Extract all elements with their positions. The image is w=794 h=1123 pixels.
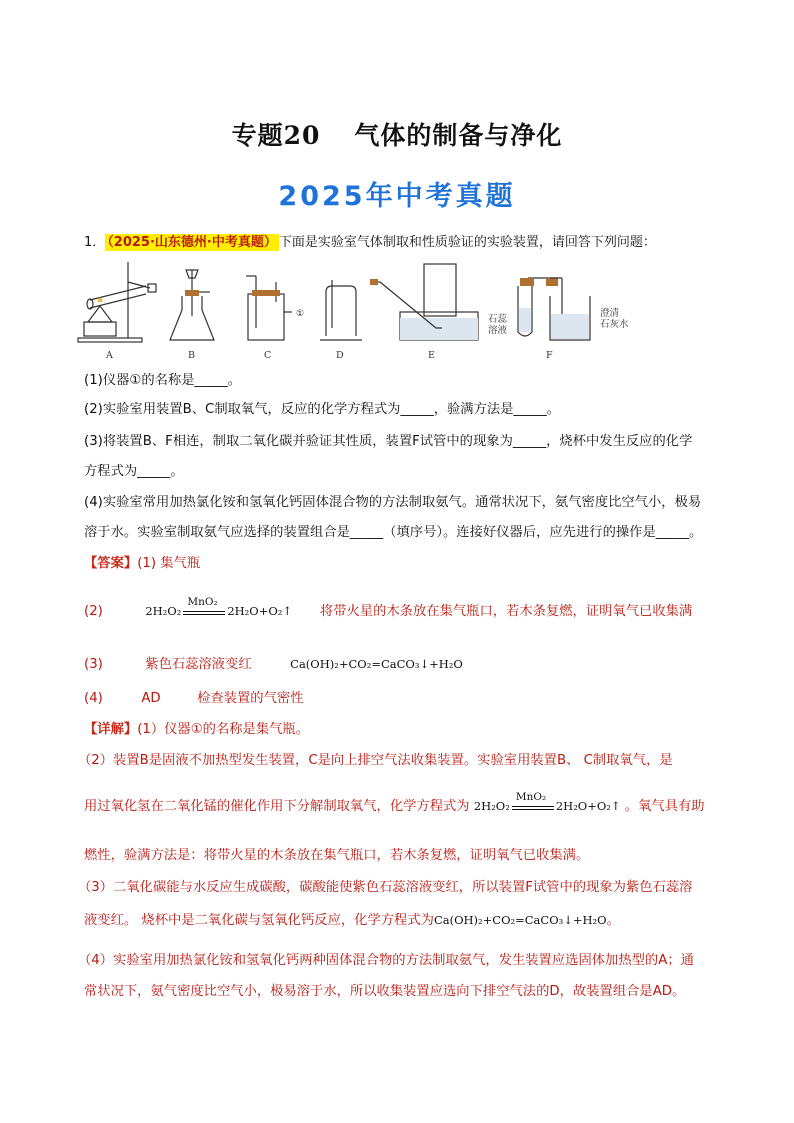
detail-3-line2: 液变红。 烧杯中是二氧化碳与氢氧化钙反应，化学方程式为Ca(OH)₂+CO₂=CaCO₃↓+H₂O。 xyxy=(84,913,620,928)
section-banner-text: 2025年中考真题 xyxy=(278,181,516,212)
label-a: A xyxy=(106,350,113,361)
apparatus-d xyxy=(320,280,362,340)
detail-2-equation: 2H₂O₂ MnO₂ 2H₂O+O₂↑ xyxy=(473,791,621,813)
answer-2-test: 将带火星的木条放在集气瓶口，若木条复燃，证明氧气已收集满 xyxy=(319,604,693,619)
detail-2-line2: 用过氧化氢在二氧化锰的催化作用下分解制取氧气，化学方程式为 2H₂O₂ MnO₂ 2H₂O+O₂↑ 。氧气具有助 xyxy=(84,791,705,814)
detail-line-1: 【详解】(1）仪器①的名称是集气瓶。 xyxy=(84,722,310,737)
answer-line-4: (4) AD 检查装置的气密性 xyxy=(84,691,304,706)
apparatus-e xyxy=(370,264,478,340)
detail-3-line1: （3）二氧化碳能与水反应生成碳酸，碳酸能使紫色石蕊溶液变红，所以装置F试管中的现象为紫色石蕊溶 xyxy=(78,880,693,895)
detail-4-line1: （4）实验室用加热氯化铵和氢氧化钙两种固体混合物的方法制取氨气，发生装置应选固体加热型的A；通 xyxy=(78,953,694,968)
page-title: 专题20 气体的制备与净化 xyxy=(231,121,563,150)
detail-4-line2: 常状况下，氨气密度比空气小，极易溶于水，所以收集装置应选向下排空气法的D，故装置组合是AD。 xyxy=(84,984,686,999)
section-banner xyxy=(0,174,794,213)
answer-4-devices: AD xyxy=(141,691,161,706)
label-d: D xyxy=(336,350,344,361)
question-part-4-line1: (4)实验室常用加热氯化铵和氢氧化钙固体混合物的方法制取氨气。通常状况下，氨气密度比空气小，极易 xyxy=(84,495,702,510)
marker-1: ① xyxy=(296,309,305,319)
source-tag: （2025·山东德州·中考真题） xyxy=(107,235,277,250)
answer-4-operation: 检查装置的气密性 xyxy=(197,691,304,706)
label-f: F xyxy=(546,350,553,361)
label-litmus: 石蕊 溶液 xyxy=(488,314,508,336)
question-stem xyxy=(84,234,656,252)
apparatus-f xyxy=(518,278,590,340)
detail-label: 【详解】 xyxy=(84,722,138,737)
detail-2-line3: 燃性，验满方法是：将带火星的木条放在集气瓶口，若木条复燃，证明氧气已收集满。 xyxy=(84,848,590,863)
answer-2-equation: 2H₂O₂ MnO₂ 2H₂O+O₂↑ xyxy=(145,596,293,618)
label-limewater: 澄清 石灰水 xyxy=(600,308,629,330)
detail-3-equation: Ca(OH)₂+CO₂=CaCO₃↓+H₂O xyxy=(433,913,607,927)
detail-2-line1: （2）装置B是固液不加热型发生装置，C是向上排空气法收集装置。实验室用装置B、 C制取氧气，是 xyxy=(78,753,673,768)
question-part-3-line2: 方程式为_____。 xyxy=(84,464,184,479)
answer-label: 【答案】 xyxy=(84,556,138,571)
label-c: C xyxy=(264,350,272,361)
apparatus-figure xyxy=(70,256,650,364)
apparatus-a xyxy=(78,262,156,342)
question-text: 下面是实验室气体制取和性质验证的实验装置，请回答下列问题： xyxy=(278,235,656,250)
apparatus-c xyxy=(246,276,292,340)
question-part-4-line2: 溶于水。实验室制取氨气应选择的装置组合是_____（填序号）。连接好仪器后，应先进行的操作是_____。 xyxy=(84,525,703,540)
question-part-1: (1)仪器①的名称是_____。 xyxy=(84,373,242,388)
answer-line-1: 【答案】(1) 集气瓶 xyxy=(84,556,201,571)
answer-line-2: (2) 2H₂O₂ MnO₂ 2H₂O+O₂↑ 将带火星的木条放在集气瓶口，若木条复燃，证明氧气已收集满 xyxy=(84,596,693,619)
question-part-2: (2)实验室用装置B、C制取氧气，反应的化学方程式为_____，验满方法是_____。 xyxy=(84,402,561,417)
apparatus-drawing xyxy=(70,256,650,364)
answer-3: 紫色石蕊溶液变红 xyxy=(145,657,252,672)
label-e: E xyxy=(428,350,435,361)
answer-line-3: (3) 紫色石蕊溶液变红 Ca(OH)₂+CO₂=CaCO₃↓+H₂O xyxy=(84,657,463,672)
answer-3-equation: Ca(OH)₂+CO₂=CaCO₃↓+H₂O xyxy=(290,657,463,671)
apparatus-b xyxy=(170,270,214,340)
question-part-3-line1: (3)将装置B、F相连，制取二氧化碳并验证其性质，装置F试管中的现象为_____，烧杯中发生反应的化学 xyxy=(84,434,693,449)
label-b: B xyxy=(188,350,195,361)
question-number: 1． xyxy=(84,235,106,250)
answer-1: 集气瓶 xyxy=(160,556,201,571)
